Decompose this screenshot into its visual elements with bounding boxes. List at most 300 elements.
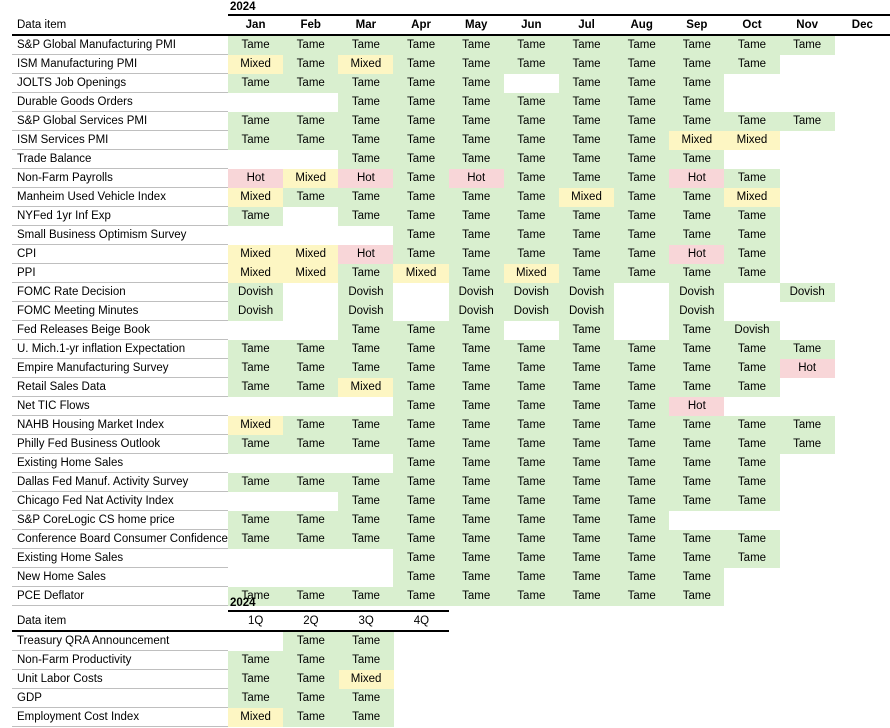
table-row (12, 245, 890, 264)
status-cell: Tame (393, 188, 448, 207)
quarter-header-row (12, 611, 449, 631)
status-cell: Tame (449, 378, 504, 397)
status-cell: Tame (780, 435, 835, 454)
status-cell: Tame (504, 226, 559, 245)
status-cell: Tame (614, 568, 669, 587)
row-label: Dallas Fed Manuf. Activity Survey (12, 473, 228, 492)
status-cell: Tame (449, 207, 504, 226)
status-cell: Tame (228, 74, 283, 93)
status-cell: Tame (669, 492, 724, 511)
status-cell: Tame (393, 492, 448, 511)
status-cell: Tame (559, 359, 614, 378)
status-cell: Tame (614, 359, 669, 378)
status-cell: Tame (228, 473, 283, 492)
status-cell: Tame (614, 35, 669, 55)
empty-cell (228, 492, 283, 511)
status-cell: Tame (559, 226, 614, 245)
empty-cell (394, 631, 449, 651)
empty-cell (835, 397, 890, 416)
status-cell: Tame (669, 207, 724, 226)
empty-cell (780, 169, 835, 188)
status-cell: Tame (338, 511, 393, 530)
status-cell: Tame (504, 549, 559, 568)
status-cell: Tame (614, 549, 669, 568)
status-cell: Tame (449, 150, 504, 169)
row-label: U. Mich.1-yr inflation Expectation (12, 340, 228, 359)
status-cell: Tame (283, 530, 338, 549)
status-cell: Tame (449, 264, 504, 283)
status-cell: Tame (559, 397, 614, 416)
row-label: Chicago Fed Nat Activity Index (12, 492, 228, 511)
year-row (12, 596, 449, 611)
status-cell: Dovish (780, 283, 835, 302)
status-cell: Mixed (228, 416, 283, 435)
empty-cell (724, 397, 779, 416)
row-label: CPI (12, 245, 228, 264)
status-cell: Tame (283, 511, 338, 530)
status-cell: Tame (724, 378, 779, 397)
status-cell: Tame (669, 435, 724, 454)
empty-cell (835, 74, 890, 93)
table-row (12, 492, 890, 511)
column-header-jan: Jan (228, 15, 283, 35)
status-cell: Mixed (283, 169, 338, 188)
row-label: Existing Home Sales (12, 549, 228, 568)
row-label: Trade Balance (12, 150, 228, 169)
table-row (12, 112, 890, 131)
status-cell: Tame (504, 492, 559, 511)
status-cell: Tame (559, 530, 614, 549)
row-label: Non-Farm Payrolls (12, 169, 228, 188)
status-cell: Tame (559, 150, 614, 169)
empty-cell (283, 492, 338, 511)
table-row (12, 188, 890, 207)
status-cell: Tame (724, 264, 779, 283)
row-label: PPI (12, 264, 228, 283)
column-header-4q: 4Q (394, 611, 449, 631)
status-cell: Hot (669, 245, 724, 264)
status-cell: Tame (559, 321, 614, 340)
table-row (12, 549, 890, 568)
status-cell: Tame (338, 112, 393, 131)
status-cell: Hot (669, 397, 724, 416)
status-cell: Tame (504, 169, 559, 188)
status-cell: Tame (393, 587, 448, 606)
status-cell: Tame (559, 207, 614, 226)
table-row (12, 435, 890, 454)
status-cell: Tame (449, 93, 504, 112)
status-cell: Tame (338, 93, 393, 112)
table-row (12, 264, 890, 283)
status-cell: Tame (449, 321, 504, 340)
status-cell: Tame (724, 492, 779, 511)
status-cell: Tame (669, 93, 724, 112)
status-cell: Tame (504, 416, 559, 435)
status-cell: Tame (393, 321, 448, 340)
year-row (12, 0, 890, 15)
empty-cell (283, 283, 338, 302)
status-cell: Mixed (228, 188, 283, 207)
status-cell: Tame (338, 492, 393, 511)
row-label: JOLTS Job Openings (12, 74, 228, 93)
empty-cell (338, 226, 393, 245)
status-cell: Tame (338, 416, 393, 435)
monthly-status-table (12, 0, 890, 606)
empty-cell (283, 549, 338, 568)
status-cell: Tame (339, 708, 394, 727)
status-cell: Tame (393, 93, 448, 112)
row-label: FOMC Meeting Minutes (12, 302, 228, 321)
status-cell: Tame (614, 188, 669, 207)
empty-cell (394, 670, 449, 689)
empty-cell (780, 93, 835, 112)
empty-cell (780, 245, 835, 264)
status-cell: Mixed (228, 708, 283, 727)
status-cell: Tame (228, 670, 283, 689)
status-cell: Tame (614, 473, 669, 492)
status-cell: Tame (449, 74, 504, 93)
empty-cell (780, 378, 835, 397)
status-cell: Dovish (338, 283, 393, 302)
status-cell: Mixed (339, 670, 394, 689)
status-cell: Tame (449, 511, 504, 530)
table-row (12, 226, 890, 245)
status-cell: Tame (449, 112, 504, 131)
empty-cell (283, 397, 338, 416)
status-cell: Tame (669, 530, 724, 549)
status-cell: Tame (559, 264, 614, 283)
status-cell: Tame (228, 112, 283, 131)
empty-cell (835, 302, 890, 321)
status-cell: Tame (393, 150, 448, 169)
status-cell: Tame (283, 378, 338, 397)
status-cell: Tame (724, 530, 779, 549)
status-cell: Hot (338, 169, 393, 188)
table-row (12, 397, 890, 416)
column-header-aug: Aug (614, 15, 669, 35)
empty-cell (614, 321, 669, 340)
status-cell: Tame (614, 264, 669, 283)
status-cell: Tame (283, 359, 338, 378)
status-cell: Tame (559, 55, 614, 74)
status-cell: Tame (724, 416, 779, 435)
status-cell: Tame (504, 131, 559, 150)
column-header-oct: Oct (724, 15, 779, 35)
status-cell: Tame (669, 74, 724, 93)
status-cell: Tame (393, 435, 448, 454)
empty-cell (338, 397, 393, 416)
status-cell: Dovish (228, 302, 283, 321)
empty-cell (228, 321, 283, 340)
status-cell: Tame (614, 112, 669, 131)
row-label: Small Business Optimism Survey (12, 226, 228, 245)
status-cell: Tame (339, 689, 394, 708)
status-cell: Mixed (228, 55, 283, 74)
status-cell: Tame (559, 74, 614, 93)
empty-cell (228, 150, 283, 169)
status-cell: Dovish (504, 283, 559, 302)
empty-cell (724, 93, 779, 112)
status-cell: Tame (449, 359, 504, 378)
empty-cell (228, 549, 283, 568)
row-label: Net TIC Flows (12, 397, 228, 416)
status-cell: Tame (614, 454, 669, 473)
status-cell: Mixed (724, 131, 779, 150)
row-label: New Home Sales (12, 568, 228, 587)
status-cell: Tame (338, 207, 393, 226)
status-cell: Tame (283, 689, 338, 708)
row-label: Manheim Used Vehicle Index (12, 188, 228, 207)
status-cell: Tame (724, 359, 779, 378)
status-cell: Tame (614, 435, 669, 454)
table-row (12, 93, 890, 112)
table-row (12, 359, 890, 378)
table-row (12, 530, 890, 549)
table-row (12, 631, 449, 651)
empty-cell (228, 397, 283, 416)
column-header-dec: Dec (835, 15, 890, 35)
table-row (12, 568, 890, 587)
empty-cell (724, 587, 779, 606)
empty-cell (338, 549, 393, 568)
status-cell: Tame (228, 340, 283, 359)
status-cell: Tame (724, 549, 779, 568)
empty-cell (835, 188, 890, 207)
table-row (12, 670, 449, 689)
empty-cell (835, 93, 890, 112)
status-cell: Tame (393, 549, 448, 568)
status-cell: Tame (228, 35, 283, 55)
empty-cell (780, 188, 835, 207)
status-cell: Tame (449, 568, 504, 587)
status-cell: Tame (559, 416, 614, 435)
row-label: S&P Global Services PMI (12, 112, 228, 131)
status-cell: Tame (338, 359, 393, 378)
status-cell: Tame (228, 511, 283, 530)
table-row (12, 473, 890, 492)
status-cell: Tame (338, 74, 393, 93)
table-row (12, 150, 890, 169)
status-cell: Tame (669, 416, 724, 435)
status-cell: Mixed (228, 245, 283, 264)
data-item-header: Data item (12, 15, 228, 35)
status-cell: Tame (283, 651, 338, 670)
status-cell: Tame (614, 416, 669, 435)
empty-cell (780, 549, 835, 568)
status-cell: Tame (338, 188, 393, 207)
status-cell: Dovish (338, 302, 393, 321)
status-cell: Tame (393, 378, 448, 397)
status-cell: Tame (614, 150, 669, 169)
empty-cell (283, 207, 338, 226)
status-cell: Dovish (449, 283, 504, 302)
empty-cell (780, 492, 835, 511)
status-cell: Tame (724, 454, 779, 473)
row-label: S&P Global Manufacturing PMI (12, 35, 228, 55)
empty-cell (835, 131, 890, 150)
table-row (12, 55, 890, 74)
status-cell: Tame (614, 245, 669, 264)
status-cell: Tame (393, 74, 448, 93)
status-cell: Mixed (338, 378, 393, 397)
empty-cell (614, 302, 669, 321)
status-cell: Tame (449, 55, 504, 74)
status-cell: Tame (724, 112, 779, 131)
status-cell: Hot (449, 169, 504, 188)
empty-cell (724, 283, 779, 302)
status-cell: Tame (614, 131, 669, 150)
status-cell: Tame (504, 568, 559, 587)
table-row (12, 302, 890, 321)
status-cell: Tame (559, 473, 614, 492)
status-cell: Tame (393, 35, 448, 55)
status-cell: Tame (449, 226, 504, 245)
status-cell: Mixed (283, 264, 338, 283)
status-cell: Tame (504, 587, 559, 606)
status-cell: Tame (669, 340, 724, 359)
status-cell: Hot (338, 245, 393, 264)
empty-cell (835, 568, 890, 587)
status-cell: Tame (228, 378, 283, 397)
status-cell: Tame (504, 435, 559, 454)
status-cell: Tame (338, 473, 393, 492)
status-cell: Tame (393, 207, 448, 226)
table-row (12, 708, 449, 727)
column-header-may: May (449, 15, 504, 35)
empty-cell (780, 207, 835, 226)
empty-cell (780, 302, 835, 321)
status-cell: Tame (283, 340, 338, 359)
status-cell: Tame (504, 473, 559, 492)
status-cell: Tame (449, 35, 504, 55)
status-cell: Tame (724, 207, 779, 226)
empty-cell (835, 245, 890, 264)
empty-cell (228, 631, 283, 651)
empty-cell (283, 93, 338, 112)
status-cell: Tame (559, 131, 614, 150)
status-cell: Tame (393, 454, 448, 473)
status-cell: Tame (669, 264, 724, 283)
status-cell: Tame (669, 359, 724, 378)
status-cell: Mixed (559, 188, 614, 207)
status-cell: Tame (283, 112, 338, 131)
status-cell: Tame (283, 587, 338, 606)
row-label: ISM Services PMI (12, 131, 228, 150)
status-cell: Mixed (669, 131, 724, 150)
status-cell: Tame (724, 473, 779, 492)
status-cell: Tame (559, 549, 614, 568)
table-row (12, 283, 890, 302)
row-label: Philly Fed Business Outlook (12, 435, 228, 454)
empty-cell (835, 587, 890, 606)
empty-cell (228, 568, 283, 587)
status-cell: Tame (614, 93, 669, 112)
status-cell: Hot (669, 169, 724, 188)
empty-cell (283, 321, 338, 340)
month-header-row (12, 15, 890, 35)
row-label: PCE Deflator (12, 587, 228, 606)
status-cell: Tame (504, 359, 559, 378)
status-cell: Tame (614, 378, 669, 397)
empty-cell (780, 511, 835, 530)
row-label: Unit Labor Costs (12, 670, 228, 689)
status-cell: Tame (449, 492, 504, 511)
status-cell: Tame (338, 435, 393, 454)
status-cell: Tame (559, 35, 614, 55)
empty-cell (835, 378, 890, 397)
status-cell: Tame (449, 454, 504, 473)
status-cell: Tame (449, 131, 504, 150)
status-cell: Tame (228, 530, 283, 549)
empty-cell (228, 454, 283, 473)
status-cell: Tame (283, 35, 338, 55)
column-header-nov: Nov (780, 15, 835, 35)
table-row (12, 378, 890, 397)
empty-cell (780, 55, 835, 74)
column-header-apr: Apr (393, 15, 448, 35)
status-cell: Tame (559, 378, 614, 397)
status-cell: Tame (504, 112, 559, 131)
row-label: Retail Sales Data (12, 378, 228, 397)
table-row (12, 454, 890, 473)
status-cell: Tame (228, 689, 283, 708)
status-cell: Tame (393, 568, 448, 587)
status-cell: Tame (559, 169, 614, 188)
status-cell: Tame (449, 587, 504, 606)
status-cell: Tame (614, 587, 669, 606)
status-cell: Tame (504, 530, 559, 549)
empty-cell (835, 530, 890, 549)
empty-cell (835, 150, 890, 169)
status-cell: Hot (780, 359, 835, 378)
row-label: Fed Releases Beige Book (12, 321, 228, 340)
empty-cell (724, 511, 779, 530)
status-cell: Tame (338, 340, 393, 359)
status-cell: Tame (780, 35, 835, 55)
column-header-1q: 1Q (228, 611, 283, 631)
empty-cell (780, 454, 835, 473)
status-cell: Tame (559, 435, 614, 454)
status-cell: Tame (393, 530, 448, 549)
empty-cell (724, 302, 779, 321)
empty-cell (780, 473, 835, 492)
empty-cell (835, 454, 890, 473)
row-label: Employment Cost Index (12, 708, 228, 727)
status-cell: Tame (614, 397, 669, 416)
status-cell: Tame (393, 55, 448, 74)
empty-cell (780, 74, 835, 93)
empty-cell (835, 169, 890, 188)
empty-cell (835, 112, 890, 131)
status-cell: Tame (283, 74, 338, 93)
status-cell: Tame (504, 397, 559, 416)
empty-cell (780, 150, 835, 169)
status-cell: Tame (559, 245, 614, 264)
status-cell: Tame (449, 245, 504, 264)
empty-cell (724, 74, 779, 93)
status-cell: Tame (780, 416, 835, 435)
empty-cell (338, 568, 393, 587)
status-cell: Tame (669, 568, 724, 587)
status-cell: Tame (283, 631, 338, 651)
empty-cell (780, 530, 835, 549)
empty-cell (780, 131, 835, 150)
status-cell: Tame (559, 511, 614, 530)
status-cell: Tame (559, 587, 614, 606)
table-row (12, 321, 890, 340)
status-cell: Tame (393, 473, 448, 492)
status-cell: Tame (283, 188, 338, 207)
